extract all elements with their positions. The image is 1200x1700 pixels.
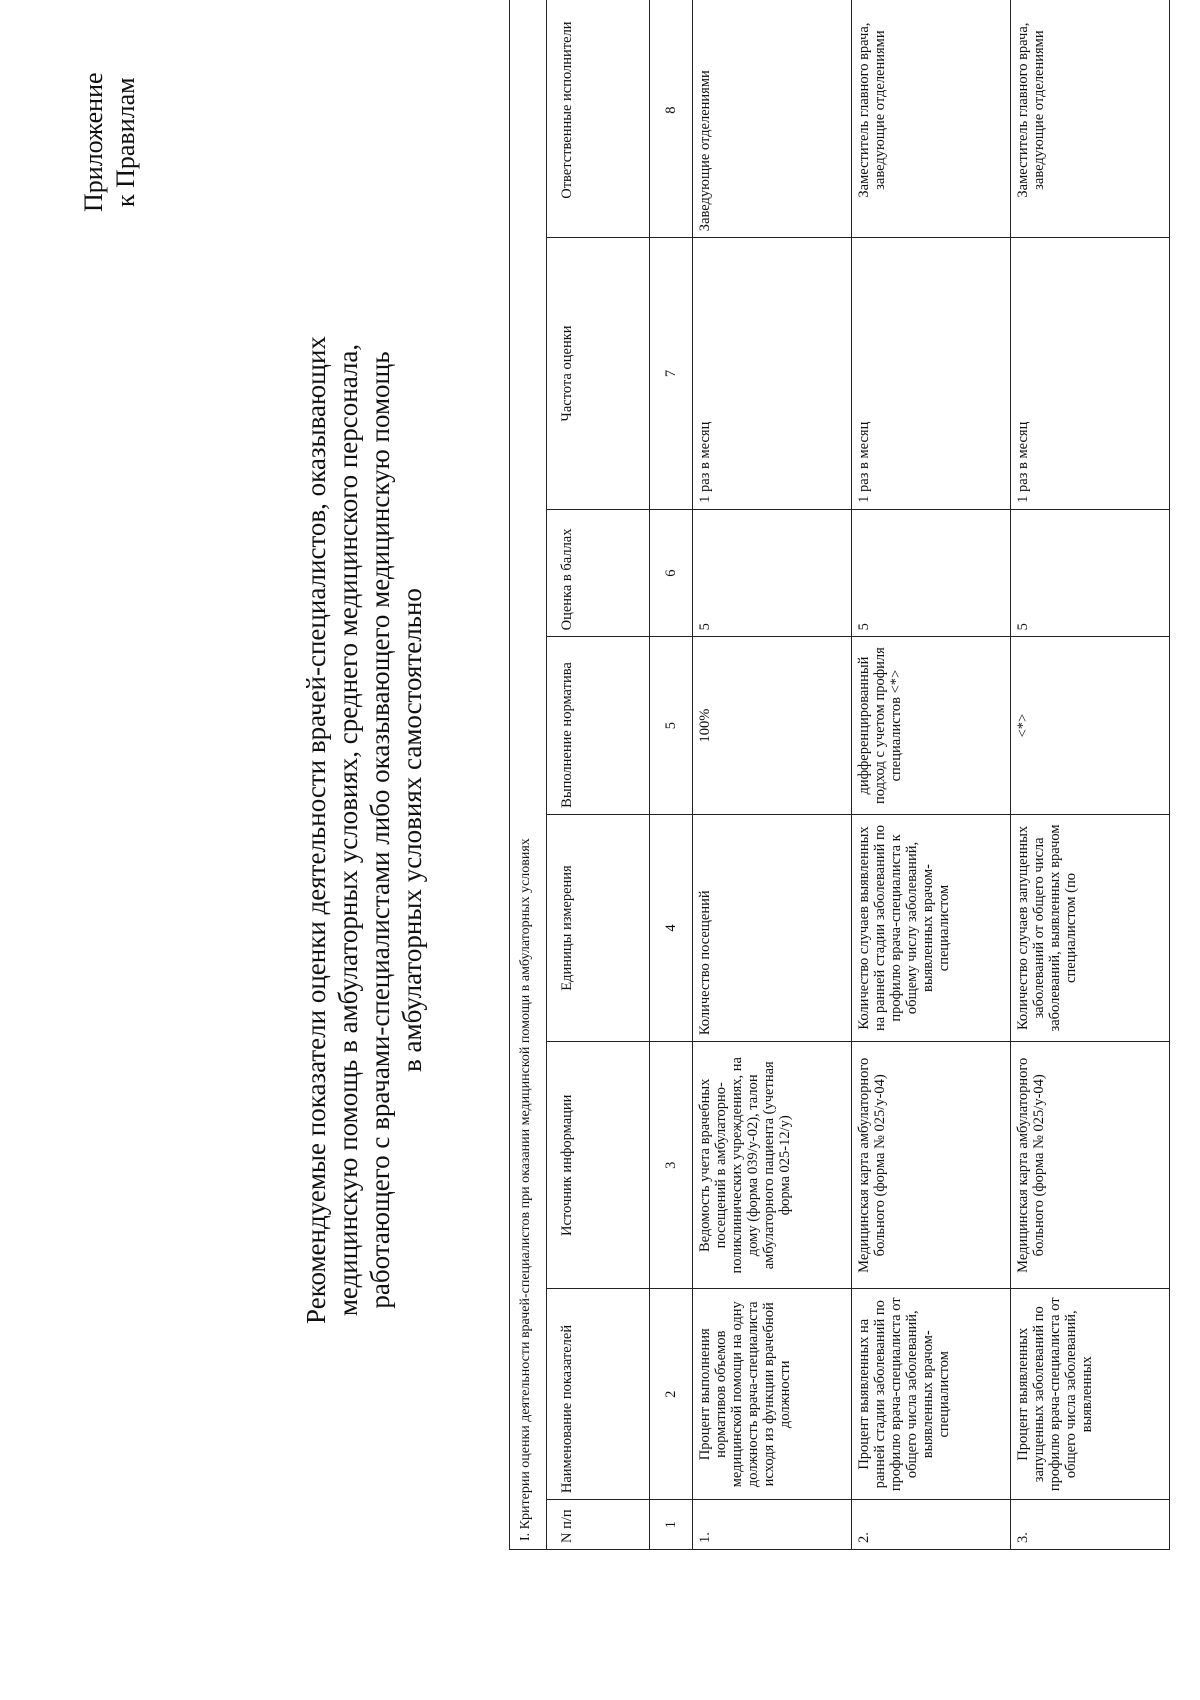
norm-fulfillment: <*> bbox=[1011, 637, 1170, 814]
column-number: 1 bbox=[650, 1500, 693, 1550]
indicator-name: Процент выполнения нормативов объемов медицинской помощи на одну должность врача-специалиста исходя из функции врачебной должности bbox=[693, 1289, 852, 1500]
column-number: 5 bbox=[650, 637, 693, 814]
header-cell: Выполнение норматива bbox=[547, 637, 650, 814]
title-line-1: Рекомендуемые показатели оценки деятельности врачей-специалистов, оказывающих bbox=[301, 336, 331, 1324]
score: 5 bbox=[852, 509, 1011, 637]
frequency: 1 раз в месяц bbox=[852, 238, 1011, 510]
criteria-table bbox=[509, 0, 1170, 1550]
column-number-row bbox=[650, 0, 693, 1550]
header-cell: Наименование показателей bbox=[547, 1289, 650, 1500]
header-cell: Источник информации bbox=[547, 1042, 650, 1289]
norm-fulfillment: 100% bbox=[693, 637, 852, 814]
row-number: 2. bbox=[852, 1500, 1011, 1550]
appendix-line-1: Приложение bbox=[79, 72, 108, 212]
unit-of-measure: Количество посещений bbox=[693, 814, 852, 1041]
responsible: Заместитель главного врача, заведующие отделениями bbox=[1011, 0, 1170, 238]
score: 5 bbox=[1011, 509, 1170, 637]
frequency: 1 раз в месяц bbox=[693, 238, 852, 510]
appendix-line-2: к Правилам bbox=[111, 77, 140, 208]
responsible: Заместитель главного врача, заведующие отделениями bbox=[852, 0, 1011, 238]
norm-fulfillment: дифференцированный подход с учетом профиля специалистов <*> bbox=[852, 637, 1011, 814]
column-number: 4 bbox=[650, 814, 693, 1041]
column-number: 6 bbox=[650, 509, 693, 637]
title-line-3: работающего с врачами-специалистами либо оказывающего медицинскую помощь bbox=[365, 351, 395, 1309]
column-number: 8 bbox=[650, 0, 693, 238]
section-row bbox=[510, 0, 547, 1550]
column-number: 2 bbox=[650, 1289, 693, 1500]
criteria-table-container bbox=[509, 0, 1109, 1550]
header-cell: Единицы измерения bbox=[547, 814, 650, 1041]
frequency: 1 раз в месяц bbox=[1011, 238, 1170, 510]
table-row bbox=[1011, 0, 1170, 1550]
header-cell: Частота оценки bbox=[547, 238, 650, 510]
score: 5 bbox=[693, 509, 852, 637]
column-number: 7 bbox=[650, 238, 693, 510]
info-source: Ведомость учета врачебных посещений в амбулаторно-поликлинических учреждениях, на дому (форма 039/у-02), талон амбулаторного пациента (учетная форма 025-12/у) bbox=[693, 1042, 852, 1289]
header-cell: N п/п bbox=[547, 1500, 650, 1550]
title-line-4: в амбулаторных условиях самостоятельно bbox=[397, 588, 427, 1072]
indicator-name: Процент выявленных на ранней стадии заболеваний по профилю врача-специалиста от общего числа заболеваний, выявленных врачом-специалистом bbox=[852, 1289, 1011, 1500]
unit-of-measure: Количество случаев выявленных на ранней стадии заболеваний по профилю врача-специалиста к общему числу заболеваний, выявленных врачом-специалистом bbox=[852, 814, 1011, 1041]
section-title: I. Критерии оценки деятельности врачей-специалистов при оказании медицинской помощи в амбулаторных условиях bbox=[510, 0, 547, 1550]
unit-of-measure: Количество случаев запущенных заболеваний от общего числа заболеваний, выявленных врачом специалистом (по bbox=[1011, 814, 1170, 1041]
header-row bbox=[547, 0, 650, 1550]
row-number: 1. bbox=[693, 1500, 852, 1550]
responsible: Заведующие отделениями bbox=[693, 0, 852, 238]
indicator-name: Процент выявленных запущенных заболеваний по профилю врача-специалиста от общего числа заболеваний, выявленных bbox=[1011, 1289, 1170, 1500]
info-source: Медицинская карта амбулаторного больного (форма № 025/у-04) bbox=[852, 1042, 1011, 1289]
table-row bbox=[693, 0, 852, 1550]
title-line-2: медицинскую помощь в амбулаторных условиях, среднего медицинского персонала, bbox=[333, 343, 363, 1317]
row-number: 3. bbox=[1011, 1500, 1170, 1550]
info-source: Медицинская карта амбулаторного больного (форма № 025/у-04) bbox=[1011, 1042, 1170, 1289]
column-number: 3 bbox=[650, 1042, 693, 1289]
table-row bbox=[852, 0, 1011, 1550]
header-cell: Оценка в баллах bbox=[547, 509, 650, 637]
document-title bbox=[300, 280, 428, 1380]
header-cell: Ответственные исполнители bbox=[547, 0, 650, 238]
appendix-label bbox=[78, 72, 142, 212]
